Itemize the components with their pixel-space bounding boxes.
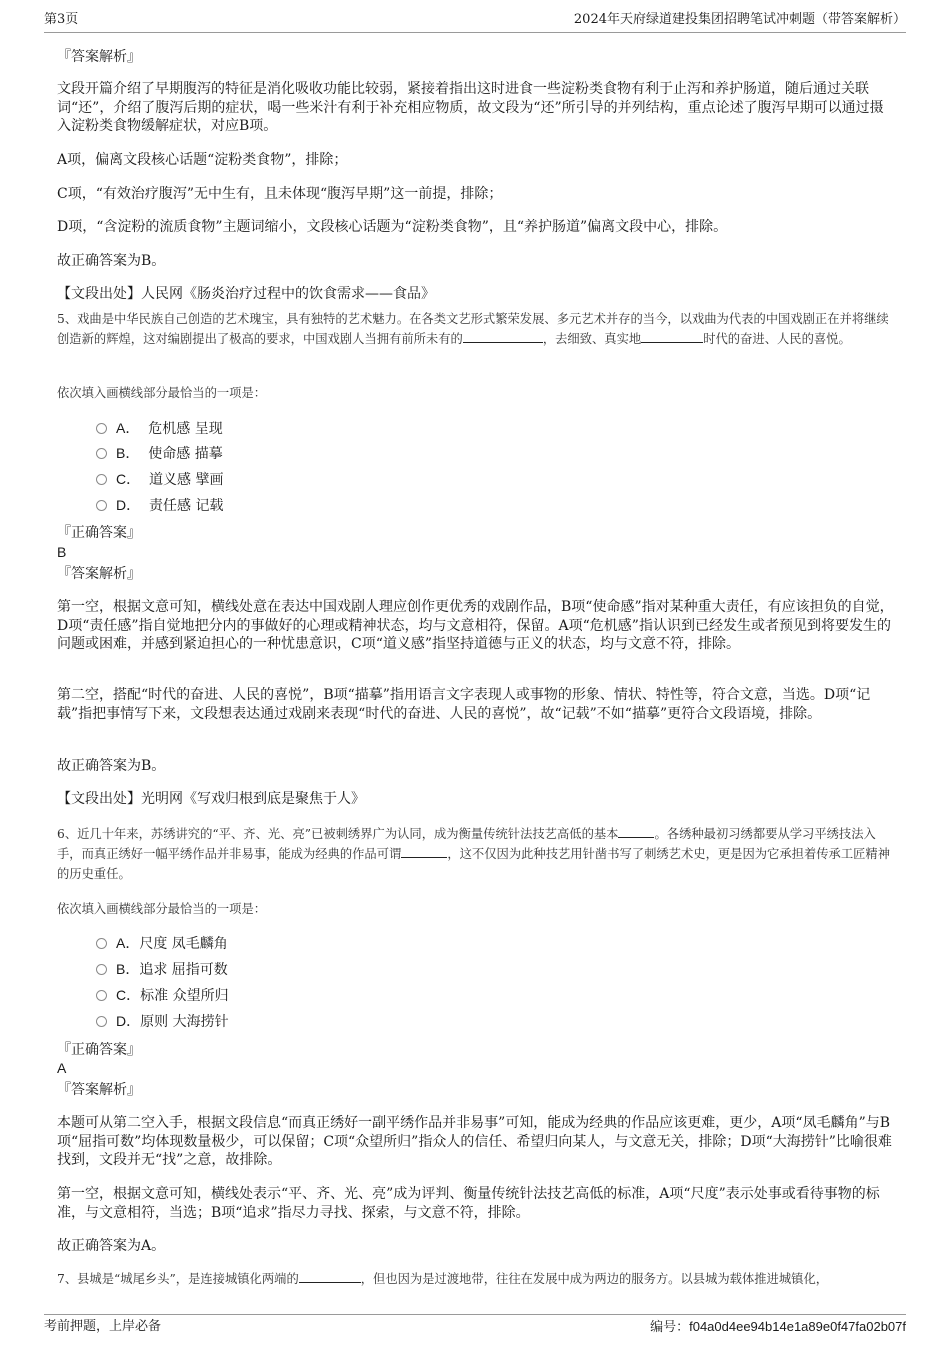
document-code: 编号：f04a0d4ee94b14e1a89e0f47fa02b07f xyxy=(650,1319,906,1334)
q6-stem-part2: 。各绣种最初习绣都要从学习平绣技法入手，而真正绣好一幅平绣作品并非易事，能成为经典的作品可谓 xyxy=(57,827,876,861)
q5-stem-part3: 时代的奋进、人民的喜悦。 xyxy=(703,332,851,346)
radio-icon[interactable] xyxy=(96,423,107,434)
q6-analysis-blank2: 本题可从第二空入手，根据文段信息“而真正绣好一副平绣作品并非易事”可知，能成为经典的作品应该更难，更少，A项“凤毛麟角”与B项“屈指可数”均体现数量极少，可以保留；C项“众望所归”指众人的信任、希望归向某人，与文意无关，排除；D项“大海捞针”比喻很难找到，文段并无“找”之意，故排除。 xyxy=(57,1115,892,1168)
analysis-label: 『答案解析』 xyxy=(57,566,141,582)
analysis-label: 『答案解析』 xyxy=(57,1082,141,1098)
q5-analysis-blank1: 第一空，根据文意可知，横线处意在表达中国戏剧人理应创作更优秀的戏剧作品，B项“使命感”指对某种重大责任，有应该担负的自觉，D项“责任感”指自觉地把分内的事做好的心理或精神状态，均与文意相符，保留。A项“危机感”指认识到已经发生或者预见到将要发生的问题或困难，并感到紧迫担心的一种忧患意识，C项“道义感”指坚持道德与正义的状态，均与文意不符，排除。 xyxy=(57,599,894,652)
q5-stem xyxy=(57,309,897,349)
q4-source: 【文段出处】人民网《肠炎治疗过程中的饮食需求——食品》 xyxy=(57,286,435,302)
q5-blank-1 xyxy=(463,330,543,343)
q5-analysis-blank2: 第二空，搭配“时代的奋进、人民的喜悦”，B项“描摹”指用语言文字表现人或事物的形象、情状、特性等，符合文意，当选。D项“记载”指把事情写下来，文段想表达通过戏剧来表现“时代的奋进、人民的喜悦”，故“记载”不如“描摹”更符合文段语境，排除。 xyxy=(57,687,871,722)
q6-option-b[interactable]: B．追求 屈指可数 xyxy=(96,959,228,979)
q5-stem-part2: ，去细致、真实地 xyxy=(542,332,642,346)
page-footer xyxy=(44,1314,906,1337)
q7-stem xyxy=(57,1269,897,1289)
q5-source: 【文段出处】光明网《写戏归根到底是聚焦于人》 xyxy=(57,791,365,807)
radio-icon[interactable] xyxy=(96,990,107,1001)
q4-conclusion: 故正确答案为B。 xyxy=(57,253,166,269)
q5-option-a[interactable]: A． 危机感 呈现 xyxy=(96,418,223,438)
q6-stem xyxy=(57,824,897,884)
footer-slogan: 考前押题，上岸必备 xyxy=(44,1319,162,1334)
q6-stem-part3: ，这不仅因为此种技艺用针凿书写了刺绣艺术史，更是因为它承担着传承工匠精神的历史重任。 xyxy=(57,847,891,881)
q5-option-c[interactable]: C． 道义感 擘画 xyxy=(96,469,223,489)
radio-icon[interactable] xyxy=(96,964,107,975)
q6-option-d[interactable]: D．原则 大海捞针 xyxy=(96,1011,229,1031)
page-header xyxy=(44,10,906,33)
q7-stem-part2: ，但也因为是过渡地带，往往在发展中成为两边的服务方。以县城为载体推进城镇化， xyxy=(360,1272,829,1286)
q6-answer: A xyxy=(57,1060,67,1076)
q5-option-b[interactable]: B． 使命感 描摹 xyxy=(96,443,223,463)
q6-analysis-blank1: 第一空，根据文意可知，横线处表示“平、齐、光、亮”成为评判、衡量传统针法技艺高低的标准，A项“尺度”表示处事或看待事物的标准，与文意相符，当选；B项“追求”指尽力寻找、探索，与文意不符，排除。 xyxy=(57,1186,880,1221)
q6-blank-1 xyxy=(618,825,654,838)
q4-analysis-paragraph: 文段开篇介绍了早期腹泻的特征是消化吸收功能比较弱，紧接着指出这时进食一些淀粉类食物有利于止泻和养护肠道，随后通过关联词“还”，介绍了腹泻后期的症状，喝一些米汁有利于补充相应物质，故文段为“还”所引导的并列结构，重点论述了腹泻早期可以通过摄入淀粉类食物缓解症状，对应B项。 xyxy=(57,81,884,134)
radio-icon[interactable] xyxy=(96,500,107,511)
q4-analysis-option-d: D项，“含淀粉的流质食物”主题词缩小，文段核心话题为“淀粉类食物”，且“养护肠道”偏离文段中心，排除。 xyxy=(57,219,728,235)
correct-answer-label: 『正确答案』 xyxy=(57,525,141,541)
q6-option-c[interactable]: C．标准 众望所归 xyxy=(96,985,229,1005)
q5-stem-part1: 5、戏曲是中华民族自己创造的艺术瑰宝，具有独特的艺术魅力。在各类文艺形式繁荣发展、多元艺术并存的当今，以戏曲为代表的中国戏剧正在并将继续创造新的辉煌，这对编剧提出了极高的要求，中国戏剧人当拥有前所未有的 xyxy=(57,312,889,346)
q6-conclusion: 故正确答案为A。 xyxy=(57,1238,166,1254)
radio-icon[interactable] xyxy=(96,448,107,459)
q5-option-d[interactable]: D． 责任感 记载 xyxy=(96,495,223,515)
q6-prompt: 依次填入画横线部分最恰当的一项是： xyxy=(57,902,267,916)
analysis-label: 『答案解析』 xyxy=(57,49,141,65)
correct-answer-label: 『正确答案』 xyxy=(57,1042,141,1058)
q6-option-a[interactable]: A．尺度 凤毛麟角 xyxy=(96,933,228,953)
q7-blank-1 xyxy=(299,1270,361,1283)
radio-icon[interactable] xyxy=(96,1016,107,1027)
q6-blank-2 xyxy=(401,845,447,858)
q6-stem-part1: 6、近几十年来，苏绣讲究的“平、齐、光、亮”已被刺绣界广为认同，成为衡量传统针法技艺高低的基本 xyxy=(57,827,619,841)
q5-answer: B xyxy=(57,544,67,560)
radio-icon[interactable] xyxy=(96,938,107,949)
q7-stem-part1: 7、县城是“城尾乡头”，是连接城镇化两端的 xyxy=(57,1272,299,1286)
q5-prompt: 依次填入画横线部分最恰当的一项是： xyxy=(57,386,267,400)
q4-analysis-option-c: C项，“有效治疗腹泻”无中生有，且未体现“腹泻早期”这一前提，排除； xyxy=(57,186,503,202)
q4-analysis-option-a: A项，偏离文段核心话题“淀粉类食物”，排除； xyxy=(57,152,348,168)
q5-conclusion: 故正确答案为B。 xyxy=(57,758,166,774)
radio-icon[interactable] xyxy=(96,474,107,485)
q5-blank-2 xyxy=(641,330,703,343)
page-number: 第3页 xyxy=(44,12,79,27)
document-title: 2024年天府绿道建投集团招聘笔试冲刺题（带答案解析） xyxy=(573,12,906,27)
